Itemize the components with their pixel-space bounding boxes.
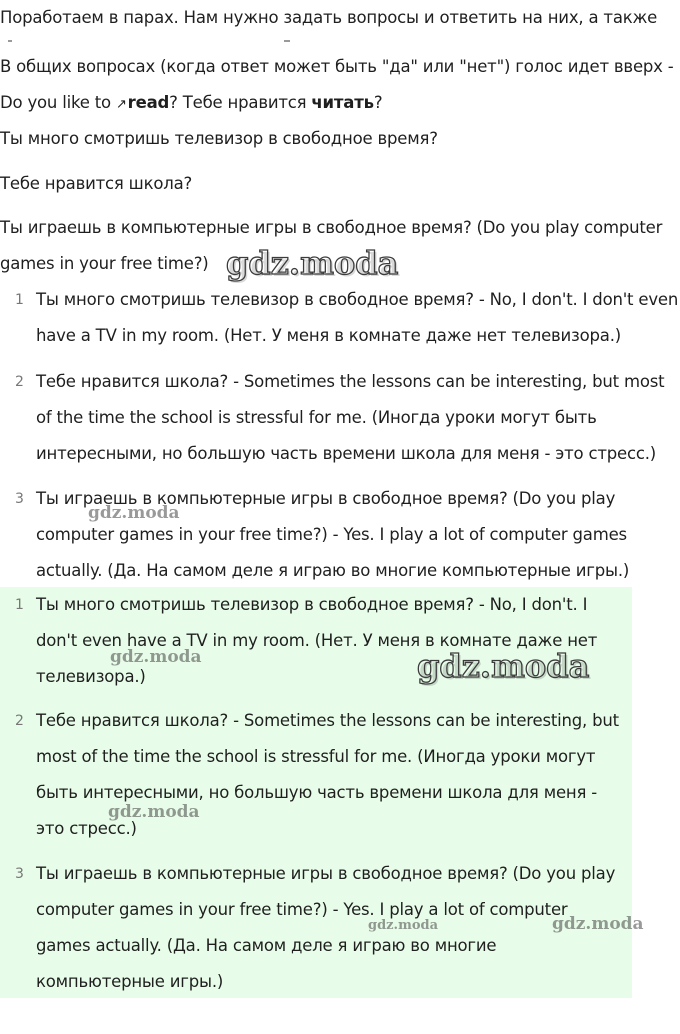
watermark-logo: gdz.moda [108, 802, 200, 822]
question-1: Ты много смотришь телевизор в свободное время? [0, 129, 438, 148]
list-item [0, 364, 680, 481]
list-item [0, 856, 632, 1000]
watermark-logo: gdz.moda [110, 647, 202, 667]
item-number: 1 [15, 597, 24, 613]
list-item [0, 703, 632, 856]
intonation-example [0, 85, 382, 123]
item-number: 3 [15, 491, 24, 507]
item-text: Ты играешь в компьютерные игры в свободное время? (Do you play computer games in your free time?) - Yes. I play a lot of computer games actually. (Да. На самом деле я играю во многие компьютерные игры.) [36, 489, 630, 580]
example-text: ? [373, 93, 383, 112]
list-item [0, 587, 632, 703]
stressed-word-en: read [127, 93, 170, 112]
item-number: 2 [15, 713, 24, 729]
question-3: Ты играешь в компьютерные игры в свободное время? (Do you play computer games in your free time?) [0, 218, 663, 273]
watermark-logo: gdz.moda [552, 914, 644, 934]
list-item [0, 481, 680, 589]
cut-off-text-remnant [0, 34, 300, 46]
item-number: 1 [15, 292, 24, 308]
item-text: Ты много смотришь телевизор в свободное время? - No, I don't. I don't even have a TV in my room. (Нет. У меня в комнате даже нет телевизора.) [36, 290, 679, 345]
list-item [0, 282, 680, 364]
example-text: ? Тебе нравится [169, 93, 312, 112]
highlighted-answer-list [0, 587, 632, 998]
item-text: Ты играешь в компьютерные игры в свободное время? (Do you play computer games in your free time?) - Yes. I play a lot of computer games actually. (Да. На самом деле я играю во многие компьютерные игры.) [36, 864, 616, 991]
watermark-logo: gdz.moda [368, 918, 439, 933]
arrow-up-icon: ↗ [115, 97, 127, 112]
item-text: Тебе нравится школа? - Sometimes the lessons can be interesting, but most of the time the school is stressful for me. (Иногда уроки могут быть интересными, но большую часть времени школа для меня - это стресс.) [36, 372, 665, 463]
example-text: Do you like to [0, 93, 116, 112]
stressed-word-ru: читать [311, 93, 374, 112]
answer-list [0, 282, 680, 589]
item-text: Тебе нравится школа? - Sometimes the lessons can be interesting, but most of the time the school is stressful for me. (Иногда уроки могут быть интересными, но большую часть времени школа для меня - это стресс.) [36, 711, 619, 838]
item-text: Ты много смотришь телевизор в свободное время? - No, I don't. I don't even have a TV in my room. (Нет. У меня в комнате даже нет телевизора.) [36, 595, 598, 686]
item-number: 3 [15, 866, 24, 882]
watermark-logo: gdz.moda [88, 503, 180, 523]
intonation-rule: В общих вопросах (когда ответ может быть "да" или "нет") голос идет вверх - [0, 57, 674, 76]
watermark-logo: gdz.moda [226, 244, 399, 282]
question-2: Тебе нравится школа? [0, 174, 193, 193]
intro-line: Поработаем в парах. Нам нужно задать вопросы и ответить на них, а также [0, 8, 658, 27]
item-number: 2 [15, 374, 24, 390]
